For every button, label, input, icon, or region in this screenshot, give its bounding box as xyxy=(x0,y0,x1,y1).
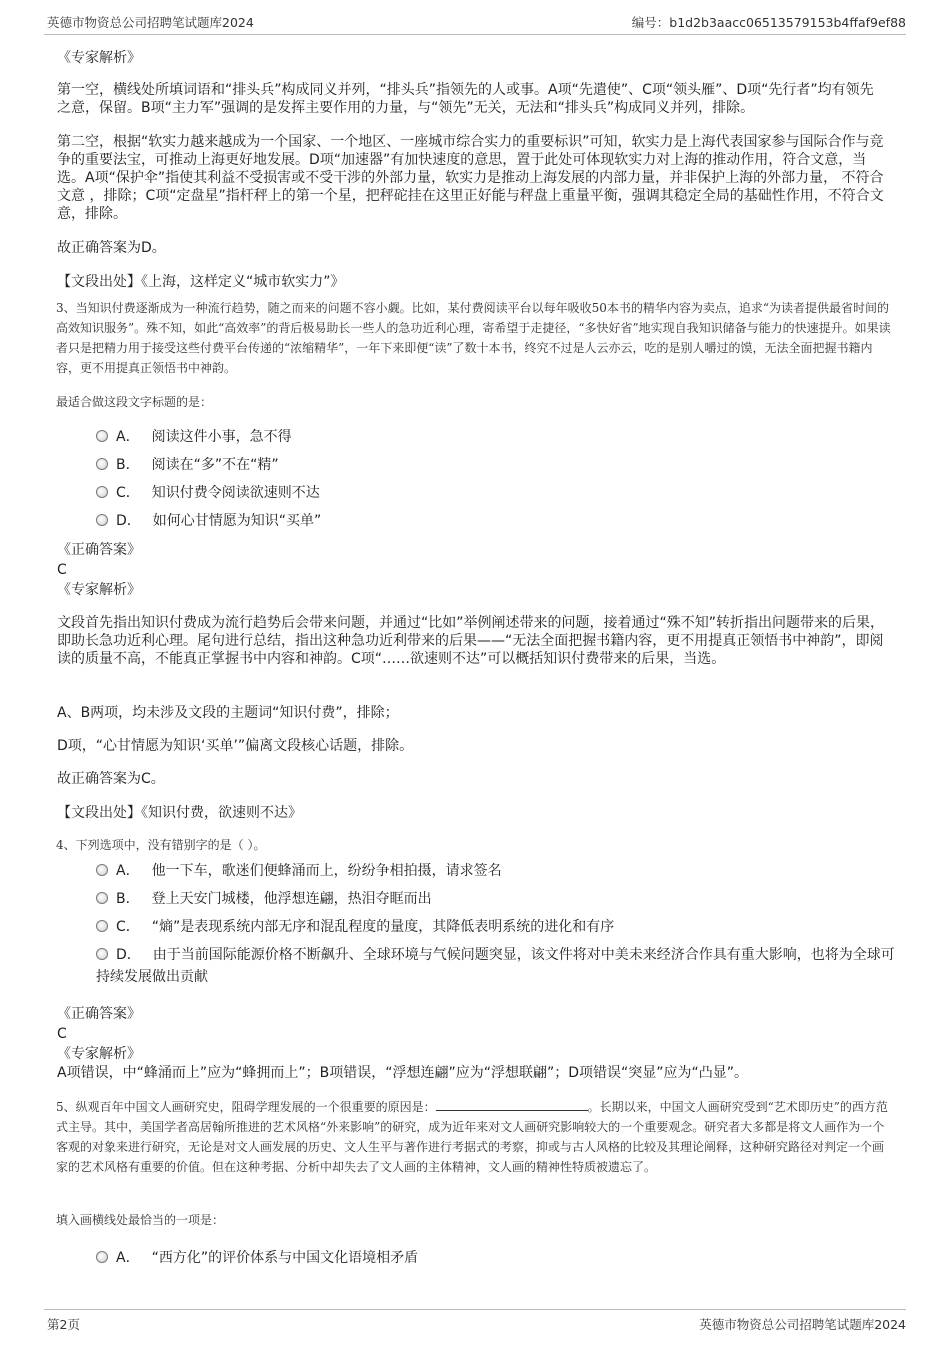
radio-icon[interactable] xyxy=(96,486,108,498)
q2-analysis-label: 《专家解析》 xyxy=(57,50,141,66)
q2-analysis-p2: 第二空，根据“软实力越来越成为一个国家、一个地区、一座城市综合实力的重要标识”可知，软实力是上海代表国家参与国际合作与竞争的重要法宝，可推动上海更好地发展。D项“加速器”有加快速度的意思，置于此处可体现软实力对上海的推动作用，符合文意，当选。A项“保护伞”指使其利益不受损害或不受干涉的外部力量，软实力是推动上海发展的内部力量，并非保护上海的外部力量， 不符合文意 ，排除；C项“定盘星”指杆秤上的第一个星，把秤砣挂在这里正好能与秤盘上重量平衡，强调其稳定全局的基础性作用，不符合文意，排除。 xyxy=(57,134,884,222)
q4-option-b[interactable]: B． 登上天安门城楼，他浮想连翩，热泪夺眶而出 xyxy=(96,888,896,910)
q4-option-d[interactable]: D． 由于当前国际能源价格不断飙升、全球环境与气候问题突显，该文件将对中美未来经济合作具有重大影响，也将为全球可持续发展做出贡献 xyxy=(96,947,895,985)
q2-analysis-p1: 第一空，横线处所填词语和“排头兵”构成同义并列，“排头兵”指领先的人或事。A项“先遣使”、C项“领头雁”、D项“先行者”均有领先之意，保留。B项“主力军”强调的是发挥主要作用的力量，与“领先”无关，无法和“排头兵”构成同义并列，排除。 xyxy=(57,82,874,116)
q5-prompt: 填入画横线处最恰当的一项是： xyxy=(56,1213,225,1227)
q3-analysis-p3: D项，“心甘情愿为知识‘买单’”偏离文段核心话题，排除。 xyxy=(57,738,414,754)
header-serial: 编号：b1d2b3aacc06513579153b4ffaf9ef88 xyxy=(631,15,906,30)
footer-title: 英德市物资总公司招聘笔试题库2024 xyxy=(699,1317,906,1332)
q2-conclusion: 故正确答案为D。 xyxy=(57,240,166,256)
q4-option-c[interactable]: C． “熵”是表现系统内部无序和混乱程度的量度，其降低表明系统的进化和有序 xyxy=(96,916,896,938)
q3-prompt: 最适合做这段文字标题的是： xyxy=(56,395,213,409)
footer-page-number: 第2页 xyxy=(47,1317,80,1332)
q3-conclusion: 故正确答案为C。 xyxy=(57,771,165,787)
q4-stem: 4、下列选项中，没有错别字的是（ ）。 xyxy=(56,838,266,852)
footer-divider xyxy=(44,1309,906,1310)
fill-blank xyxy=(436,1098,588,1111)
radio-icon[interactable] xyxy=(96,458,108,470)
q3-stem: 3、当知识付费逐渐成为一种流行趋势，随之而来的问题不容小觑。比如，某付费阅读平台以每年吸收50本书的精华内容为卖点，追求“为读者提供最省时间的高效知识服务”。殊不知，如此“高效率”的背后极易助长一些人的急功近利心理，寄希望于走捷径，“多快好省”地实现自我知识储备与能力的快速提升。如果读者只是把精力用于接受这些付费平台传递的“浓缩精华”，一年下来即便“读”了数十本书，终究不过是人云亦云，吃的是别人嚼过的馍，无法全面把握书籍内容，更不用提真正领悟书中神韵。 xyxy=(56,301,891,375)
q4-answer-label: 《正确答案》 xyxy=(57,1006,141,1022)
radio-icon[interactable] xyxy=(96,864,108,876)
radio-icon[interactable] xyxy=(96,1251,108,1263)
q4-answer: C xyxy=(57,1026,67,1042)
q2-source: 【文段出处】《上海，这样定义“城市软实力”》 xyxy=(57,274,345,290)
q5-option-a[interactable]: A． “西方化”的评价体系与中国文化语境相矛盾 xyxy=(96,1247,896,1269)
q4-analysis: A项错误，中“蜂涌而上”应为“蜂拥而上”；B项错误，“浮想连翩”应为“浮想联翩”；D项错误“突显”应为“凸显”。 xyxy=(57,1065,748,1081)
q3-option-c[interactable]: C． 知识付费令阅读欲速则不达 xyxy=(96,482,896,504)
radio-icon[interactable] xyxy=(96,892,108,904)
q3-option-b[interactable]: B． 阅读在“多”不在“精” xyxy=(96,454,896,476)
q3-answer-label: 《正确答案》 xyxy=(57,542,141,558)
page-header xyxy=(0,0,950,36)
page-footer xyxy=(0,1305,950,1345)
q3-source: 【文段出处】《知识付费，欲速则不达》 xyxy=(57,805,302,821)
header-divider xyxy=(44,34,906,35)
q3-analysis-p2: A、B两项，均未涉及文段的主题词“知识付费”，排除； xyxy=(57,705,399,721)
radio-icon[interactable] xyxy=(96,948,108,960)
q4-analysis-label: 《专家解析》 xyxy=(57,1046,141,1062)
q3-option-a[interactable]: A． 阅读这件小事，急不得 xyxy=(96,426,896,448)
q4-option-a[interactable]: A． 他一下车，歌迷们便蜂涌而上，纷纷争相拍摄，请求签名 xyxy=(96,860,896,882)
q5-stem: 5、纵观百年中国文人画研究史，阻碍学理发展的一个很重要的原因是： 。长期以来，中国文人画研究受到“艺术即历史”的西方范式主导。其中，美国学者高居翰所推进的艺术风格“外来影响”的研究，成为近年来对文人画研究影响较大的一个重要观念。研究者大多都是将文人画作为一个客观的对象来进行研究，无论是对文人画发展的历史、文人生平与著作进行考据式的考察，抑或与古人风格的比较及其理论阐释，这种研究路径对判定一个画家的艺术风格有重要的价值。但在这种考据、分析中却失去了文人画的主体精神，文人画的精神性特质被遗忘了。 xyxy=(56,1100,888,1174)
radio-icon[interactable] xyxy=(96,514,108,526)
header-title: 英德市物资总公司招聘笔试题库2024 xyxy=(47,15,254,30)
radio-icon[interactable] xyxy=(96,920,108,932)
q3-analysis-p1: 文段首先指出知识付费成为流行趋势后会带来问题，并通过“比如”举例阐述带来的问题，接着通过“殊不知”转折指出问题带来的后果，即助长急功近利心理。尾句进行总结，指出这种急功近利带来的后果——“无法全面把握书籍内容，更不用提真正领悟书中神韵”，即阅读的质量不高，不能真正掌握书中内容和神韵。C项“……欲速则不达”可以概括知识付费带来的后果，当选。 xyxy=(57,615,885,667)
q3-analysis-label: 《专家解析》 xyxy=(57,582,141,598)
q3-option-d[interactable]: D． 如何心甘情愿为知识“买单” xyxy=(96,510,896,532)
radio-icon[interactable] xyxy=(96,430,108,442)
q3-answer: C xyxy=(57,562,67,578)
